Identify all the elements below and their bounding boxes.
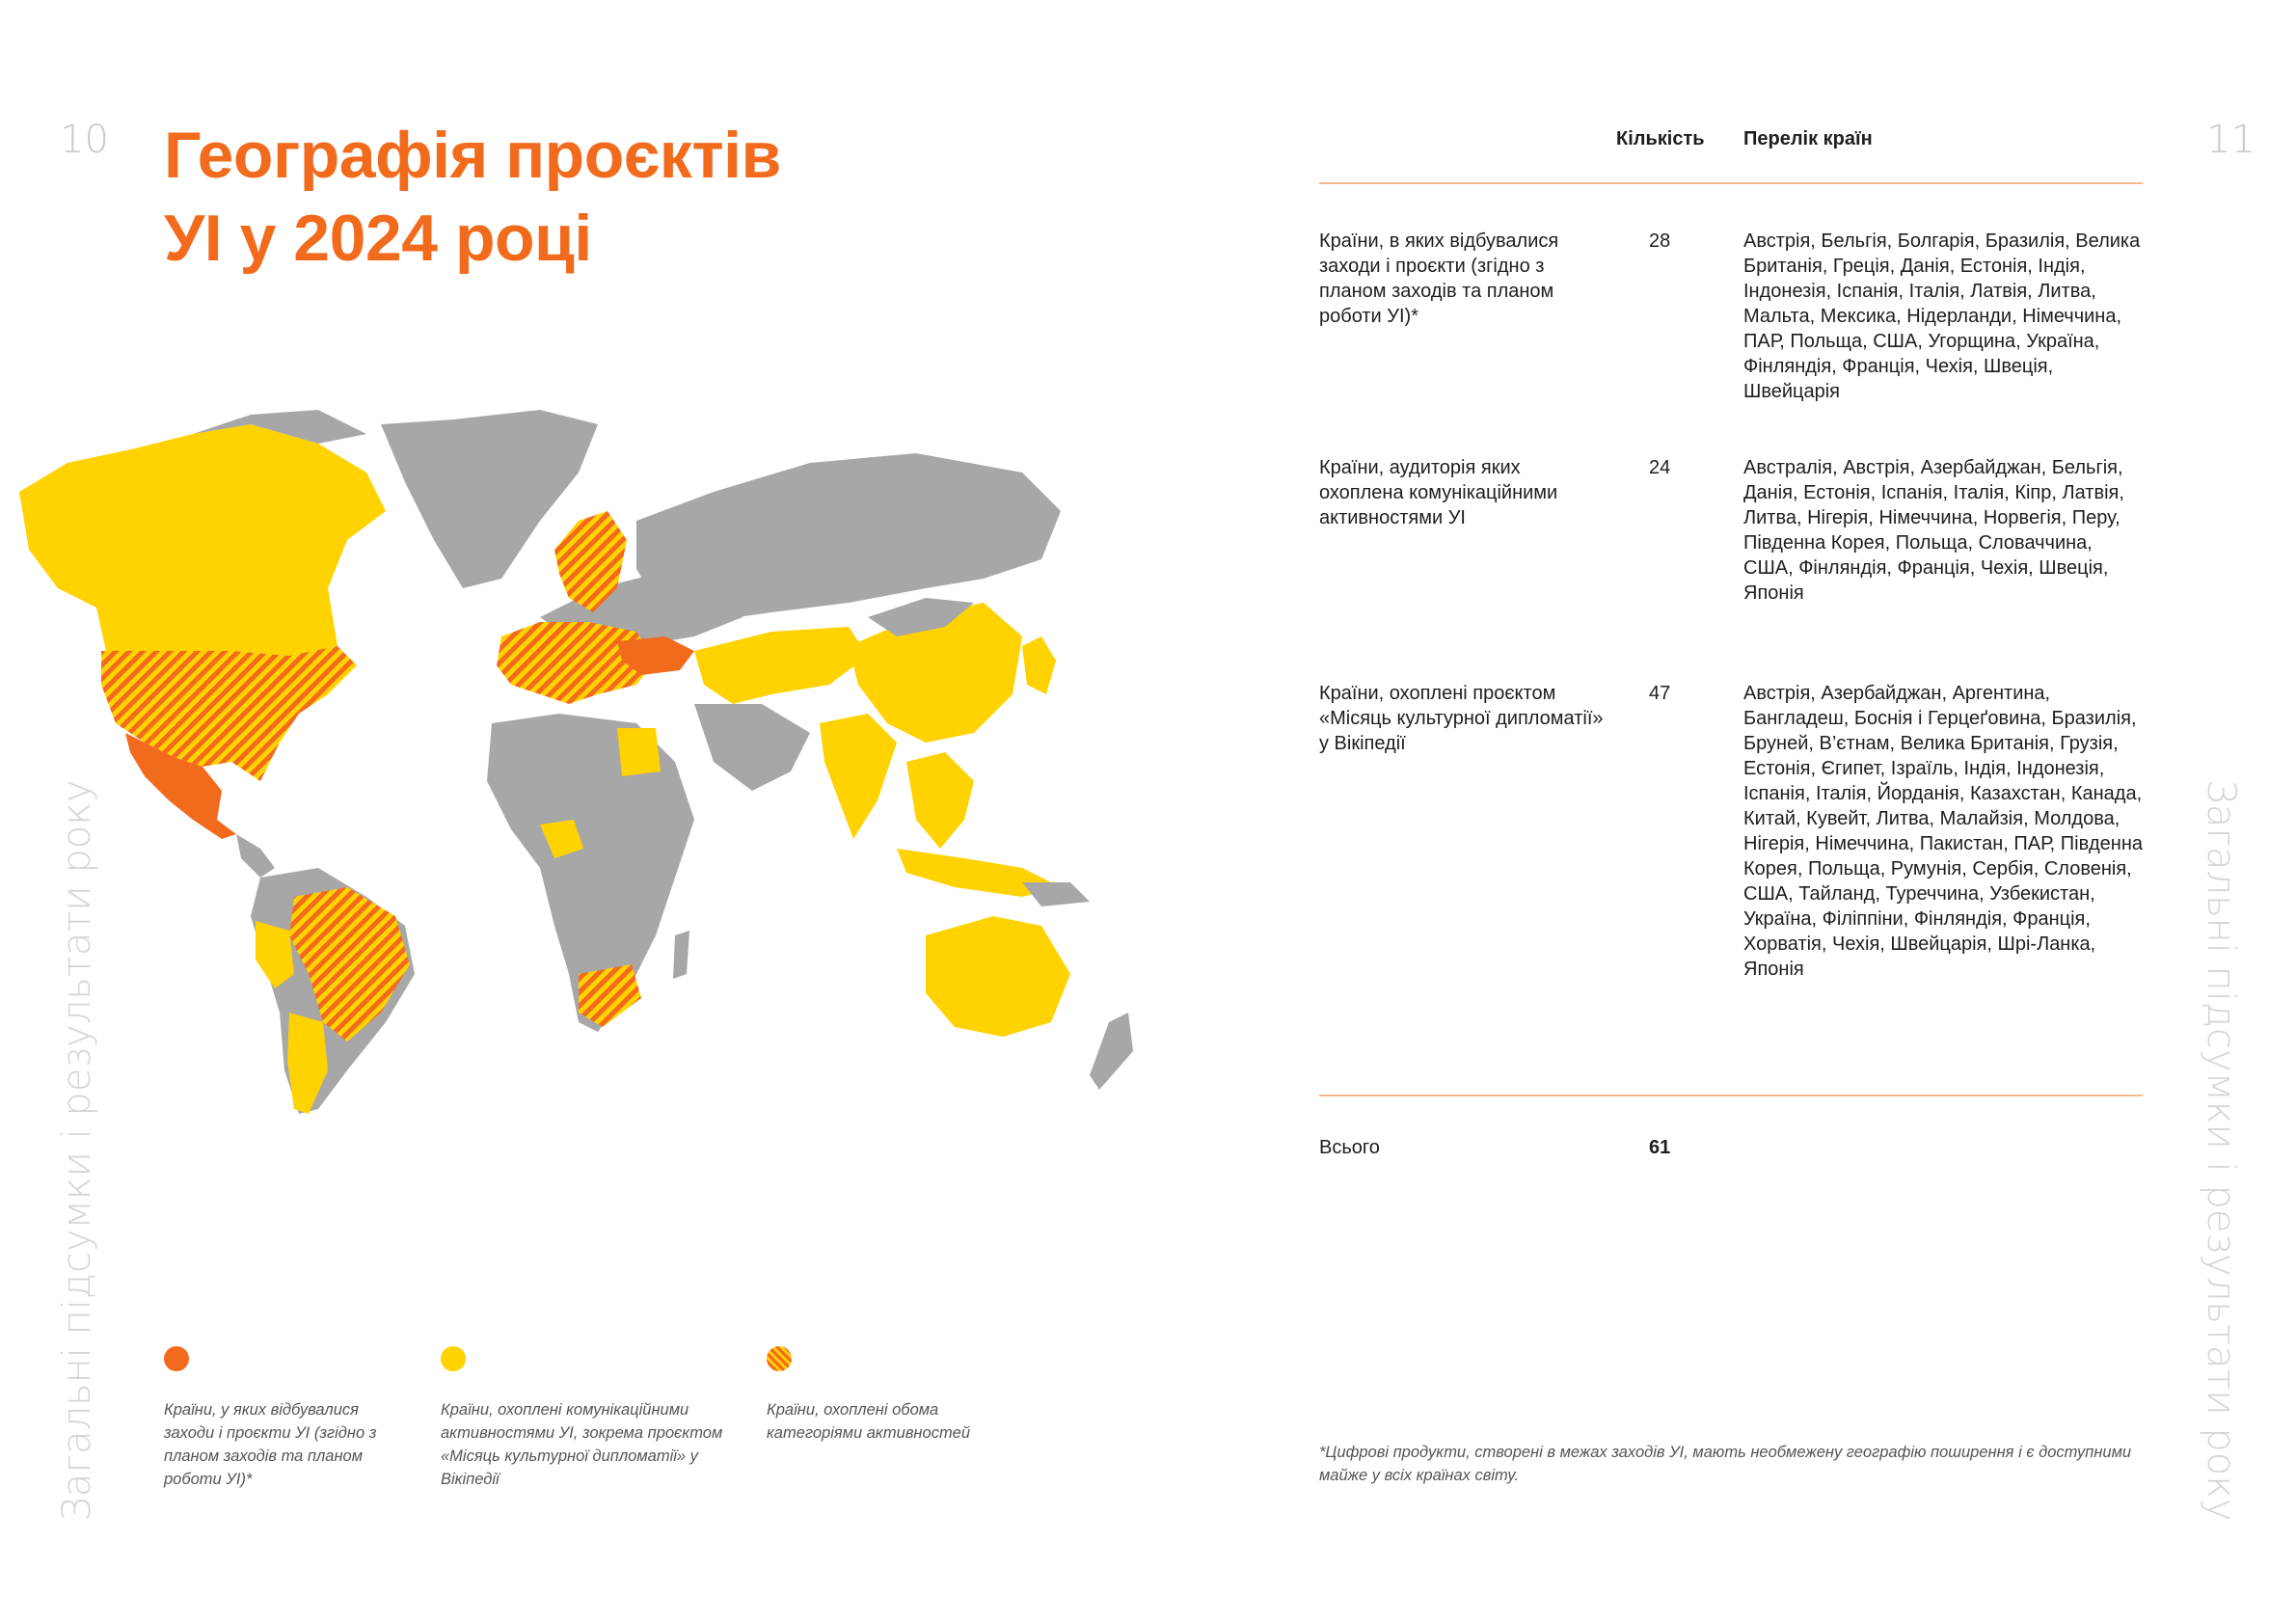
legend-events-text: Країни, у яких відбувалися заходи і проєкти УІ (згідно з планом заходів та планом роботи УІ)* [164, 1401, 377, 1488]
row-country-list: Австрія, Азербайджан, Аргентина, Бангладеш, Боснія і Герцеґовина, Бразилія, Бруней, В’єтнам, Велика Британія, Грузія, Естонія, Єгипет, Ізраїль, Індія, Індонезія, Іспанія, Італія, Йорданія, Казахстан, Канада, Китай, Кувейт, Литва, Малайзія, Молдова, Нігерія, Німеччина, Пакистан, ПАР, Південна Корея, Польща, Румунія, Сербія, Словенія, США, Тайланд, Туреччина, Узбекистан, Україна, Філіппіни, Фінляндія, Франція, Хорватія, Чехія, Швейцарія, Шрі-Ланка, Японія [1743, 683, 2144, 980]
map-region-papua [1022, 882, 1090, 906]
legend-communications [441, 1346, 740, 1491]
legend-both-text: Країни, охоплені обома категоріями активностей [767, 1401, 971, 1442]
world-map [0, 395, 1167, 1128]
map-region-india [820, 714, 897, 839]
side-caption-left: Загальні підсумки і результати року [55, 779, 99, 1522]
map-region-australia [926, 916, 1070, 1037]
legend-both [767, 1346, 998, 1445]
row-label: Країни, охоплені проєктом «Місяць культурної дипломатії» у Вікіпедії [1319, 683, 1604, 754]
page-number-right: 11 [2206, 118, 2255, 162]
map-region-south-africa [579, 964, 641, 1027]
striped-dot-icon [767, 1346, 792, 1371]
row-count: 28 [1649, 230, 1671, 252]
yellow-dot-icon [441, 1346, 466, 1371]
map-region-north-america-north [19, 424, 386, 656]
map-region-central-asia [694, 627, 868, 704]
map-region-peru [256, 921, 294, 988]
row-label: Країни, аудиторія яких охоплена комунікаційними активностями УІ [1319, 457, 1558, 528]
map-region-egypt [617, 728, 661, 776]
row-label: Країни, в яких відбувалися заходи і проєкти (згідно з планом заходів та планом роботи УІ)* [1319, 230, 1559, 327]
total-label: Всього [1319, 1137, 1380, 1158]
page-number-left: 10 [60, 118, 109, 162]
row-country-list: Австралія, Австрія, Азербайджан, Бельгія, Данія, Естонія, Іспанія, Італія, Кіпр, Латвія, Литва, Нігерія, Німеччина, Норвегія, Перу, Південна Корея, Польща, Словаччина, США, Фінляндія, Франція, Чехія, Швеція, Японія [1743, 457, 2124, 604]
map-region-russia [636, 453, 1061, 622]
row-count: 47 [1649, 683, 1671, 704]
legend-communications-text: Країни, охоплені комунікаційними активностями УІ, зокрема проєктом «Місяць культурної дипломатії» у Вікіпедії [441, 1401, 723, 1488]
map-region-madagascar [673, 931, 689, 979]
title-line-1: Географія проєктів [164, 119, 781, 192]
row-count: 24 [1649, 457, 1671, 478]
total-value: 61 [1649, 1137, 1671, 1158]
column-header-countries: Перелік країн [1743, 128, 1873, 149]
row-country-list: Австрія, Бельгія, Болгарія, Бразилія, Велика Британія, Греція, Данія, Естонія, Індія, Індонезія, Іспанія, Італія, Латвія, Литва, Мальта, Мексика, Нідерланди, Німеччина, ПАР, Польща, США, Угорщина, Україна, Фінляндія, Франція, Чехія, Швеція, Швейцарія [1743, 230, 2141, 402]
column-header-count: Кількість [1616, 128, 1705, 149]
map-region-central-america [236, 834, 275, 878]
footnote: *Цифрові продукти, створені в межах заходів УІ, мають необмежену географію поширення і є доступними майже у всіх країнах світу. [1319, 1444, 2132, 1484]
title-line-2: УІ у 2024 році [164, 202, 592, 275]
map-region-middle-east [694, 704, 810, 791]
map-region-japan-korea [1022, 636, 1056, 694]
page-title [164, 114, 781, 280]
total-divider [1319, 1095, 2143, 1096]
header-divider [1319, 182, 2143, 184]
side-caption-right: Загальні підсумки і результати року [2199, 779, 2243, 1522]
legend-events [164, 1346, 405, 1491]
map-region-new-zealand [1090, 1013, 1133, 1090]
orange-dot-icon [164, 1346, 189, 1371]
map-region-southeast-asia [906, 752, 974, 849]
